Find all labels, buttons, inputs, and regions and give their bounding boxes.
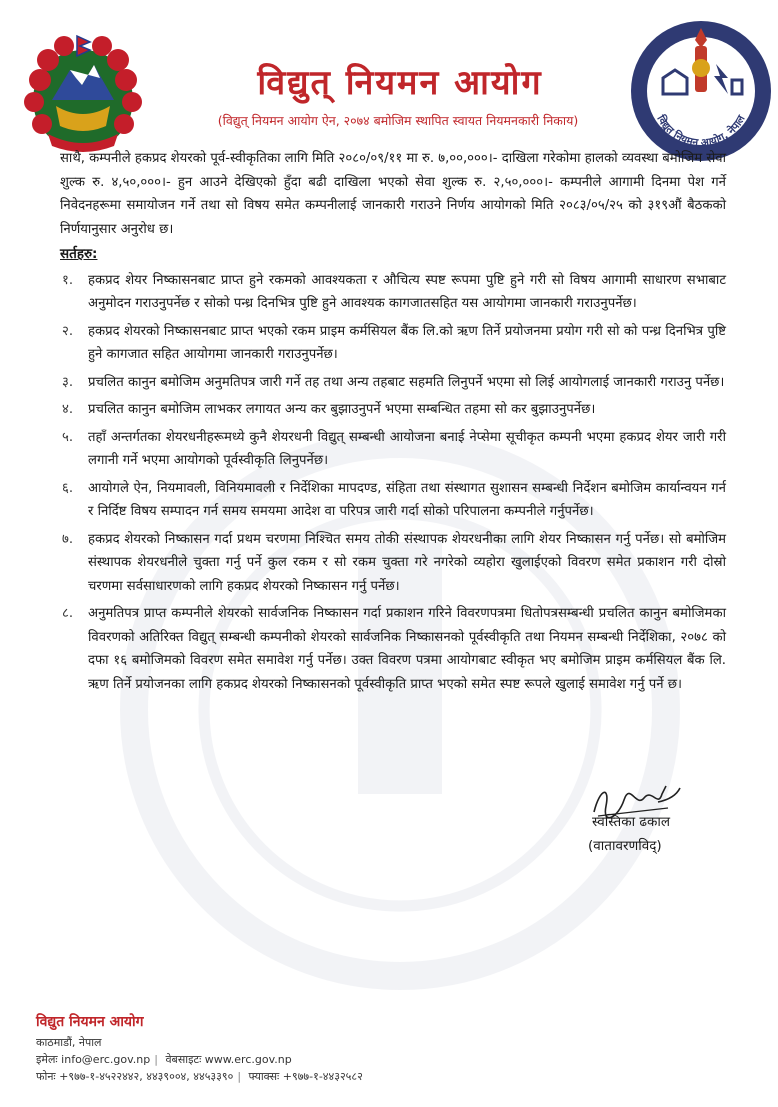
condition-number: ६.: [62, 480, 74, 496]
erc-logo-text: विद्युत नियमन आयोग, नेपाल: [654, 113, 748, 150]
condition-item: [60, 269, 726, 316]
footer-phone-row: [36, 1068, 456, 1085]
condition-number: ३.: [62, 374, 74, 390]
letterhead-title: विद्युत् नियमन आयोग: [257, 63, 543, 103]
condition-number: ७.: [62, 531, 74, 547]
website-link[interactable]: www.erc.gov.np: [204, 1053, 292, 1066]
erc-logo-icon: [628, 18, 774, 164]
letterhead-subtitle: (विद्युत् नियमन आयोग ऐन, २०७४ बमोजिम स्थापित स्वायत नियमनकारी निकाय): [217, 113, 579, 128]
email-link[interactable]: info@erc.gov.np: [61, 1053, 151, 1066]
condition-number: ४.: [62, 402, 74, 417]
fax-number: +९७७-१-४४३२५८२: [282, 1070, 363, 1083]
condition-item: [60, 602, 726, 696]
signatory-title: (वातावरणविद्): [588, 838, 662, 854]
separator: |: [154, 1053, 158, 1066]
condition-text: हकप्रद शेयर निष्कासनबाट प्राप्त हुने रकमको आवश्यकता र औचित्य स्पष्ट रूपमा पुष्टि हुने गरी सो विषय आगामी साधारण सभाबाट अनुमोदन गराउनुपर्नेछ र सोको पन्ध्र दिनभित्र पुष्टि हुने आवश्यक कागजातसहित यस आयोगमा जानकारी गराउनुपर्नेछ।: [88, 272, 726, 311]
fax-label: फ्याक्सः: [248, 1070, 280, 1083]
email-label: इमेलः: [36, 1053, 58, 1066]
website-label: वेबसाइटः: [165, 1053, 202, 1066]
footer-org-name: विद्युत नियमन आयोग: [36, 1014, 144, 1030]
signatory-name: स्वस्तिका ढकाल: [592, 814, 670, 830]
condition-number: ५.: [62, 429, 74, 445]
footer-address: काठमाडौं, नेपाल: [36, 1036, 102, 1049]
separator: |: [237, 1070, 242, 1083]
footer: [36, 1014, 456, 1085]
condition-item: [60, 398, 726, 422]
condition-text: प्रचलित कानुन बमोजिम लाभकर लगायत अन्य कर बुझाउनुपर्ने भएमा सम्बन्धित तहमा सो कर बुझाउनुपर्नेछ।: [88, 402, 596, 417]
condition-text: हकप्रद शेयरको निष्कासन गर्दा प्रथम चरणमा निश्चित समय तोकी संस्थापक शेयरधनीका लागि शेयर निष्कासन गर्नु पर्नेछ। सो बमोजिम संस्थापक शेयरधनीले चुक्ता गर्नु पर्ने कुल रकम र सो रकम चुक्ता गरे नगरेको व्यहोरा खुलाईएको विवरण समेत प्रकाशन गरी दोस्रो चरणमा सर्वसाधारणको लागि हकप्रद शेयरको निष्कासन गर्नु पर्नेछ।: [88, 531, 726, 594]
condition-text: तहाँ अन्तर्गतका शेयरधनीहरूमध्ये कुनै शेयरधनी विद्युत् सम्बन्धी आयोजना बनाई नेप्सेमा सूचीकृत कम्पनी भएमा हकप्रद शेयर जारी गरी लगानी गर्ने भएमा आयोगको पूर्वस्वीकृति लिनुपर्नेछ।: [88, 429, 726, 468]
condition-text: अनुमतिपत्र प्राप्त कम्पनीले शेयरको सार्वजनिक निष्कासन गर्दा प्रकाशन गरिने विवरणपत्रमा धितोपत्रसम्बन्धी प्रचलित कानुन बमोजिमका विवरणको अतिरिक्त विद्युत् सम्बन्धी कम्पनीको शेयरको सार्वजनिक निष्कासनको पूर्वस्वीकृति तथा नियमन सम्बन्धी निर्देशिका, २०७८ को दफा १६ बमोजिमको विवरण समेत समावेश गर्नु पर्नेछ। उक्त विवरण पत्रमा आयोगबाट स्वीकृत भए बमोजिम प्राइम कर्मसियल बैंक लि. ऋण तिर्ने प्रयोजनका लागि हकप्रद शेयरको निष्कासनको पूर्वस्वीकृति प्राप्त भएको समेत स्पष्ट रूपले खुलाई समावेश गर्नु पर्ने छ।: [88, 606, 726, 692]
condition-item: [60, 528, 726, 599]
phone-numbers: +९७७-१-४५२२४४२, ४४३९००४, ४४५३३९०: [59, 1070, 234, 1083]
conditions-heading: सर्तहरु:: [60, 246, 98, 262]
condition-item: [60, 477, 726, 524]
condition-item: [60, 426, 726, 473]
condition-number: १.: [62, 272, 74, 288]
condition-text: प्रचलित कानुन बमोजिम अनुमतिपत्र जारी गर्ने तह तथा अन्य तहबाट सहमति लिनुपर्ने भएमा सो लिई आयोगलाई जानकारी गराउनु पर्नेछ।: [88, 374, 725, 390]
condition-number: ८.: [62, 606, 74, 621]
condition-number: २.: [62, 323, 74, 339]
intro-paragraph: साथै, कम्पनीले हकप्रद शेयरको पूर्व-स्वीकृतिका लागि मिति २०८०/०९/११ मा रु. ७,००,०००।- दाखिला गरेकोमा हालको व्यवस्था बमोजिम सेवा शुल्क रु. ४,५०,०००।- हुन आउने देखिएको हुँदा बढी दाखिला भएको सेवा शुल्क रु. २,५०,०००।- कम्पनीले आगामी दिनमा पेश गर्ने निवेदनहरूमा समायोजन गर्ने तथा सो विषय समेत कम्पनीलाई जानकारी गराउने निर्णय आयोगको मिति २०८३/०५/२५ को ३१९औं बैठकको निर्णयानुसार अनुरोध छ।: [60, 151, 726, 237]
condition-text: हकप्रद शेयरको निष्कासनबाट प्राप्त भएको रकम प्राइम कर्मसियल बैंक लि.को ऋण तिर्ने प्रयोजनमा प्रयोग गरी सो को पन्ध्र दिनभित्र पुष्टि हुने कागजात सहित आयोगमा जानकारी गराउनुपर्नेछ।: [88, 323, 726, 362]
condition-item: [60, 371, 726, 395]
letter-body: [60, 147, 726, 700]
nepal-emblem-icon: [22, 30, 144, 158]
condition-text: आयोगले ऐन, नियमावली, विनियमावली र निर्देशिका मापदण्ड, संहिता तथा संस्थागत सुशासन सम्बन्धी निर्देशन बमोजिम कार्यान्वयन गर्न र निर्दिष्ट विषय सम्पादन गर्न समय समयमा आदेश वा परिपत्र जारी गर्दा सोको परिपालना कम्पनीले गर्नुपर्नेछ।: [88, 480, 726, 519]
phone-label: फोनः: [36, 1070, 56, 1083]
footer-contact-row: [36, 1051, 456, 1068]
condition-item: [60, 320, 726, 367]
conditions-list: [60, 269, 726, 697]
